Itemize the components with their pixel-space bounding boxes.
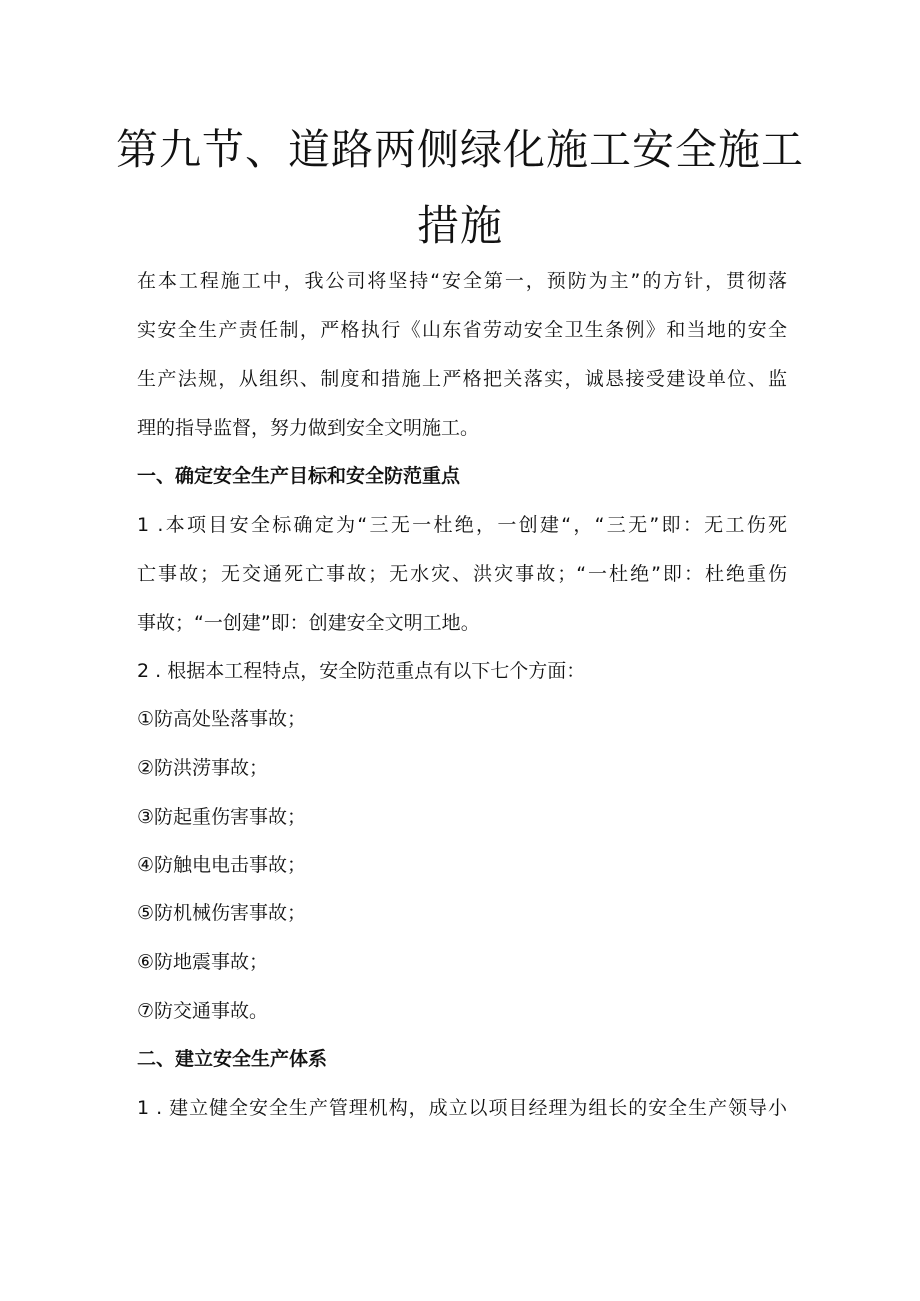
safety-point-item: ④防触电电击事故； bbox=[137, 854, 307, 876]
page-title-line-1: 第九节、道路两侧绿化施工安全施工 bbox=[115, 125, 804, 174]
section-1-item-1-line: 亡事故；无交通死亡事故；无水灾、洪灾事故；“一杜绝”即：杜绝重伤 bbox=[137, 563, 787, 585]
section-2-item-1: 1 . 建立健全安全生产管理机构，成立以项目经理为组长的安全生产领导小 bbox=[137, 1097, 787, 1119]
section-1-heading: 一、确定安全生产目标和安全防范重点 bbox=[137, 465, 461, 487]
page-title-line-2: 措施 bbox=[416, 201, 503, 250]
intro-paragraph-line: 实安全生产责任制，严格执行《山东省劳动安全卫生条例》和当地的安全 bbox=[137, 319, 787, 341]
safety-point-item: ②防洪涝事故； bbox=[137, 757, 269, 779]
intro-paragraph-line: 在本工程施工中，我公司将坚持“安全第一，预防为主”的方针，贯彻落 bbox=[137, 270, 787, 292]
safety-point-item: ⑤防机械伤害事故； bbox=[137, 902, 307, 924]
safety-point-item: ①防高处坠落事故； bbox=[137, 708, 307, 730]
safety-point-item: ⑦防交通事故。 bbox=[137, 1000, 269, 1022]
intro-paragraph-line: 生产法规，从组织、制度和措施上严格把关落实，诚恳接受建设单位、监 bbox=[137, 368, 787, 390]
safety-point-item: ③防起重伤害事故； bbox=[137, 806, 307, 828]
section-1-item-2: 2 . 根据本工程特点，安全防范重点有以下七个方面： bbox=[137, 660, 586, 682]
section-1-item-1-line: 1 .本项目安全标确定为“三无一杜绝，一创建“，“三无”即：无工伤死 bbox=[137, 514, 787, 536]
section-2-heading: 二、建立安全生产体系 bbox=[137, 1048, 328, 1070]
safety-point-item: ⑥防地震事故； bbox=[137, 951, 269, 973]
section-1-item-1-line: 事故；“一创建”即：创建安全文明工地。 bbox=[137, 612, 480, 634]
intro-paragraph-line: 理的指导监督，努力做到安全文明施工。 bbox=[137, 417, 480, 439]
